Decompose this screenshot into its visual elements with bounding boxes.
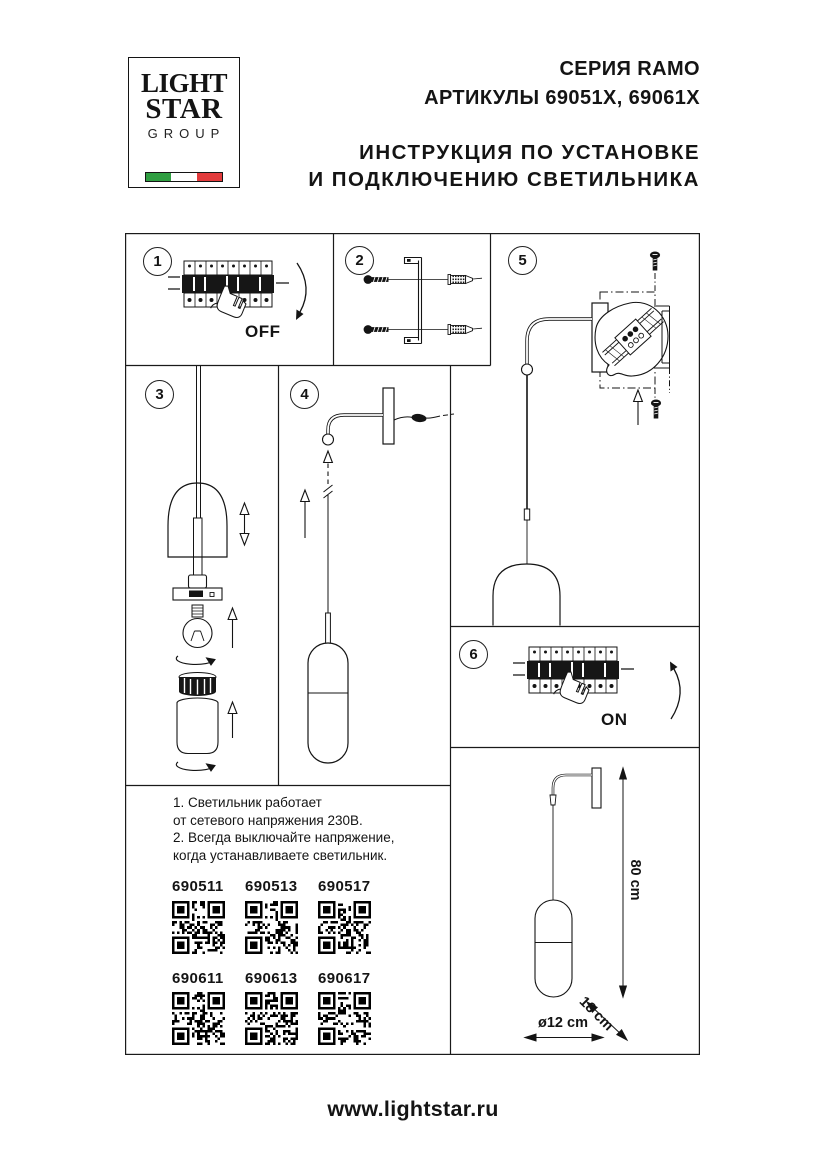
flag-white-stripe	[171, 173, 196, 181]
qr-code-690511	[172, 901, 225, 954]
qr-code-690611	[172, 992, 225, 1045]
qr-code-690517	[318, 901, 371, 954]
instruction-title	[308, 139, 700, 193]
article-690611: 690611	[172, 970, 224, 987]
dimension-diameter-label: ø12 cm	[538, 1015, 588, 1031]
title-block	[424, 55, 700, 113]
article-690517: 690517	[318, 878, 371, 895]
step-number-1: 1	[143, 247, 172, 276]
article-690513: 690513	[245, 878, 298, 895]
note-line-4: когда устанавливаете светильник.	[173, 847, 388, 863]
on-label: ON	[601, 710, 628, 729]
article-690613: 690613	[245, 970, 298, 987]
dimension-depth-label: 18 cm	[575, 993, 617, 1035]
step2-mounting-hardware-diagram	[364, 258, 482, 344]
safety-notes	[173, 794, 394, 864]
logo-word-star: STAR	[145, 93, 223, 125]
logo-word-group: GROUP	[147, 126, 226, 141]
series-title: СЕРИЯ RAMO	[559, 58, 700, 80]
step-number-3: 3	[145, 380, 174, 409]
note-line-3: 2. Всегда выключайте напряжение,	[173, 830, 395, 845]
qr-code-690613	[245, 992, 298, 1045]
step6-breaker-on-diagram	[513, 647, 680, 719]
qr-code-690513	[245, 901, 298, 954]
instruction-line-1: ИНСТРУКЦИЯ ПО УСТАНОВКЕ	[359, 141, 700, 164]
note-line-2: от сетевого напряжения 230В.	[173, 812, 363, 828]
logo-word-light: LIGHT	[140, 68, 228, 98]
dimension-drawing	[525, 768, 629, 1042]
step-number-2: 2	[345, 246, 374, 275]
article-690511: 690511	[172, 878, 224, 895]
articles-title: АРТИКУЛЫ 69051X, 69061X	[424, 87, 700, 109]
step4-wall-arm-cord-diagram	[301, 388, 454, 763]
off-label: OFF	[245, 322, 281, 341]
dimension-height-label: 80 cm	[627, 859, 643, 901]
lightstar-logo	[128, 57, 240, 188]
step3-pendant-exploded-diagram	[168, 365, 249, 771]
article-690617: 690617	[318, 970, 371, 987]
website-url: www.lightstar.ru	[327, 1097, 499, 1121]
instruction-line-2: И ПОДКЛЮЧЕНИЮ СВЕТИЛЬНИКА	[308, 168, 700, 191]
italian-flag-icon	[145, 172, 223, 182]
flag-green-stripe	[146, 173, 171, 181]
diagram-grid	[125, 233, 700, 1055]
step-number-5: 5	[508, 246, 537, 275]
step5-wall-mount-detail-diagram	[493, 252, 670, 626]
note-line-1: 1. Светильник работает	[173, 795, 322, 810]
qr-code-690617	[318, 992, 371, 1045]
step-number-4: 4	[290, 380, 319, 409]
step-number-6: 6	[459, 640, 488, 669]
flag-red-stripe	[197, 173, 222, 181]
step1-breaker-off-diagram	[168, 261, 306, 320]
